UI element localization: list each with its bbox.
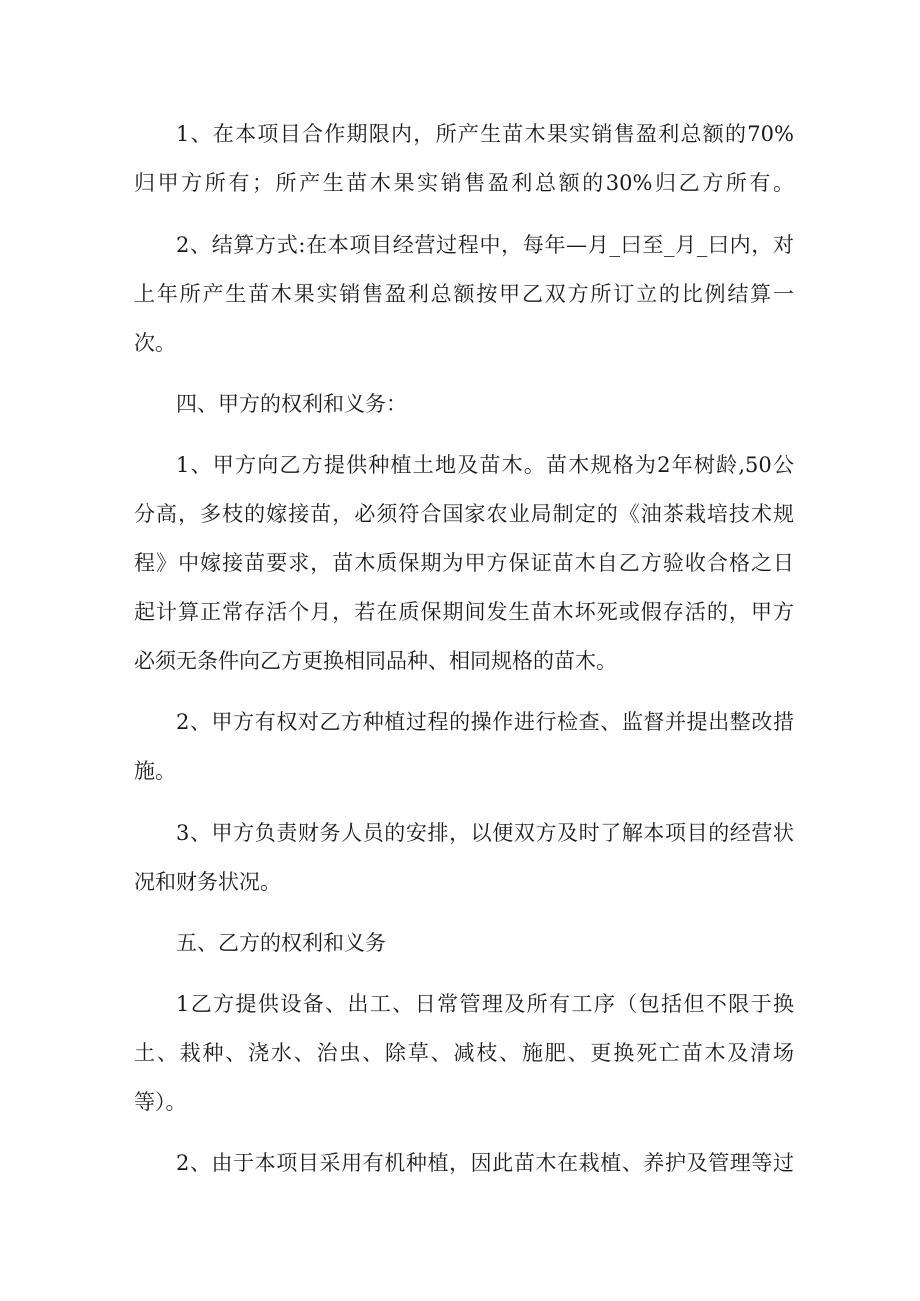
para-3-line-3: 程》中嫁接苗要求，苗木质保期为甲方保证苗木自乙方验收合格之日 (134, 551, 794, 575)
para-3-line-4: 起计算正常存活个月，若在质保期间发生苗木坏死或假存活的，甲方 (134, 600, 794, 624)
para-1-line-2: 归甲方所有；所产生苗木果实销售盈利总额的30%归乙方所有。 (134, 171, 794, 195)
para-6-line-3: 等）。 (134, 1090, 187, 1114)
para-7-line-1: 2、由于本项目采用有机种植，因此苗木在栽植、养护及管理等过 (176, 1151, 794, 1175)
para-1-line-1: 1、在本项目合作期限内，所产生苗木果实销售盈利总额的70% (176, 122, 794, 146)
section-heading-4: 四、甲方的权利和义务： (176, 392, 407, 416)
para-3-line-2: 分高，多枝的嫁接苗，必须符合国家农业局制定的《油茶栽培技术规 (134, 502, 794, 526)
para-5-line-2: 况和财务状况。 (134, 870, 281, 894)
para-6-line-1: 1乙方提供设备、出工、日常管理及所有工序（包括但不限于换 (176, 992, 794, 1016)
para-3-line-5: 必须无条件向乙方更换相同品种、相同规格的苗木。 (134, 649, 617, 673)
para-4-line-2: 施。 (134, 759, 176, 783)
para-4-line-1: 2、甲方有权对乙方种植过程的操作进行检查、监督并提出整改措 (176, 710, 794, 734)
para-3-line-1: 1、甲方向乙方提供种植土地及苗木。苗木规格为2年树龄,50公 (176, 453, 794, 477)
section-heading-5: 五、乙方的权利和义务 (176, 931, 386, 955)
para-6-line-2: 土、栽种、浇水、治虫、除草、减枝、施肥、更换死亡苗木及清场 (134, 1041, 794, 1065)
para-2-line-1: 2、结算方式:在本项目经营过程中，每年—月_曰至_月_曰内，对 (176, 233, 794, 257)
para-2-line-3: 次。 (134, 331, 176, 355)
para-2-line-2: 上年所产生苗木果实销售盈利总额按甲乙双方所订立的比例结算一 (134, 282, 794, 306)
para-5-line-1: 3、甲方负责财务人员的安排，以便双方及时了解本项目的经营状 (176, 821, 794, 845)
